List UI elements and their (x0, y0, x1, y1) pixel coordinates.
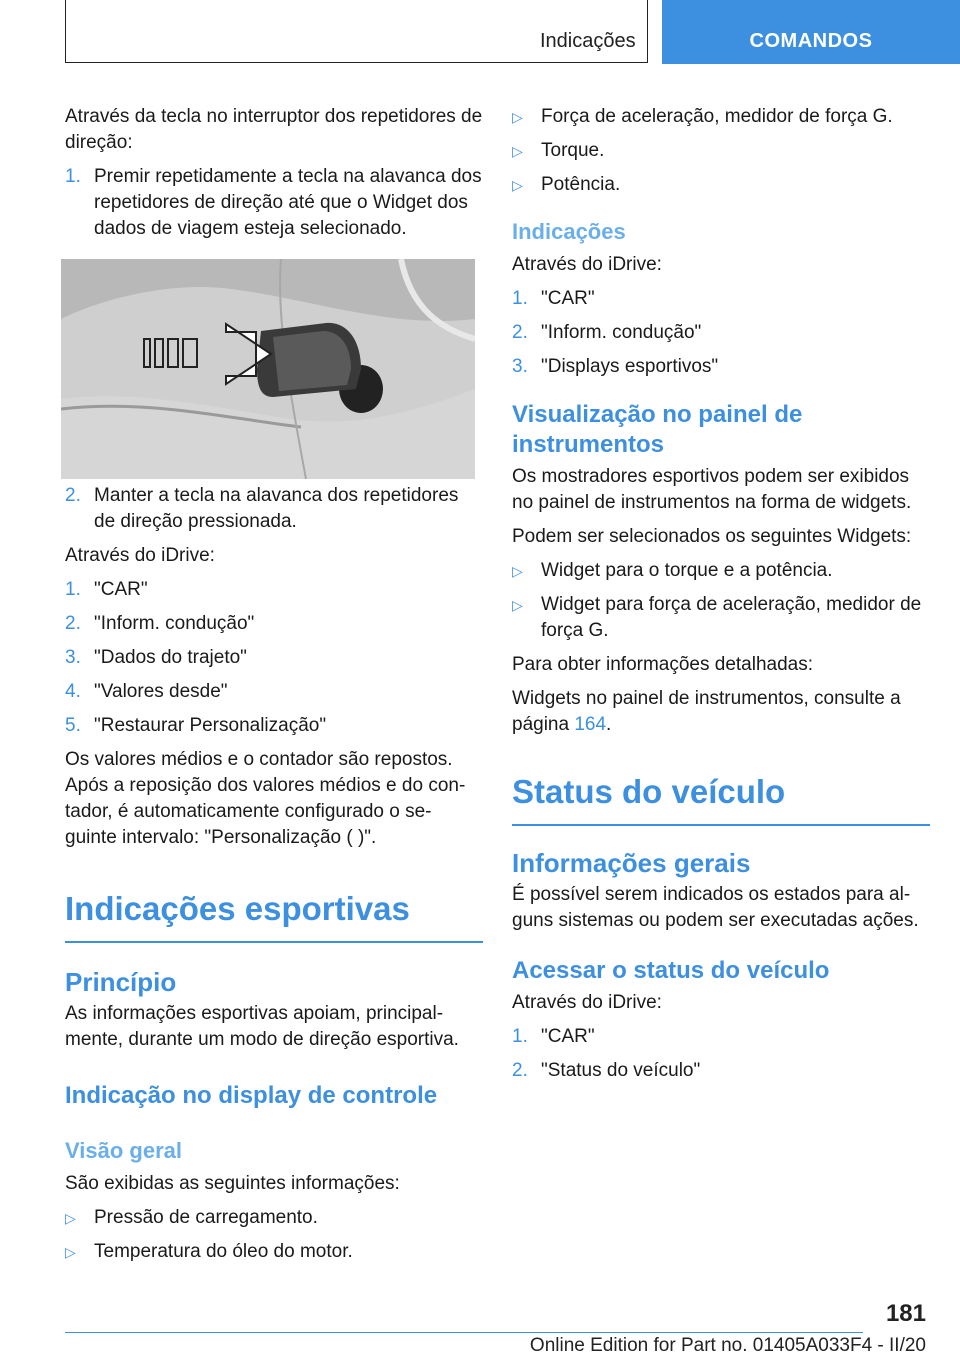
triangle-bullet-icon: ▷ (65, 1244, 76, 1260)
step-text: "Inform. condução" (94, 613, 255, 634)
info-bullets (65, 1205, 483, 1265)
list-item (65, 679, 483, 705)
list-item (512, 558, 930, 584)
reset-text: Os valores médios e o contador são repostos. Após a reposição dos valores médios e do con‐ tador, é automaticamente configurado o se‐ guinte intervalo: "Personalização ( )". (65, 749, 466, 848)
bullet-text: Widget para força de aceleração, medidor de força G. (541, 594, 922, 641)
status-menu-list (512, 1024, 930, 1084)
subheading-visualizacao: Visualização no painel de instrumentos (512, 401, 803, 458)
step-text: "CAR" (541, 1026, 595, 1047)
section-heading: Indicações esportivas (65, 890, 410, 927)
subheading-indicacoes: Indicações (512, 219, 626, 244)
idrive-text: Através do iDrive: (512, 254, 662, 275)
step-text: "Restaurar Personalização" (94, 715, 327, 736)
step-text: Manter a tecla na alavanca dos repetidores de direção pressionada. (94, 485, 459, 532)
step-number: 2. (65, 613, 81, 634)
step-number: 3. (512, 356, 528, 377)
bullet-text: Torque. (541, 140, 605, 161)
subheading-acessar: Acessar o status do veículo (512, 957, 830, 984)
bullet-text: Widget para o torque e a potência. (541, 560, 833, 581)
principio-text: As informações esportivas apoiam, principal‐ mente, durante um modo de direção esportiva. (65, 1003, 459, 1050)
subheading-display: Indicação no display de controle (65, 1082, 438, 1109)
visao-text: São exibidas as seguintes informações: (65, 1173, 400, 1194)
triangle-bullet-icon: ▷ (512, 143, 523, 159)
reference-text: Widgets no painel de instrumentos, consulte a página (512, 688, 901, 735)
triangle-bullet-icon: ▷ (512, 177, 523, 193)
idrive-text: Através do iDrive: (65, 545, 215, 566)
triangle-bullet-icon: ▷ (65, 1210, 76, 1226)
triangle-bullet-icon: ▷ (512, 109, 523, 125)
list-item (65, 645, 483, 671)
list-item (512, 172, 930, 198)
section-heading: Status do veículo (512, 773, 786, 810)
step-text: Premir repetidamente a tecla na alavanca dos repetidores de direção até que o Widget dos dados de viagem esteja selecionado. (94, 166, 482, 239)
triangle-bullet-icon: ▷ (512, 597, 523, 613)
intro-text: Através da tecla no interruptor dos repetidores de direção: (65, 106, 483, 153)
visual-text: Os mostradores esportivos podem ser exibidos no painel de instrumentos na forma de widgets. (512, 466, 912, 513)
subheading-principio: Princípio (65, 967, 177, 997)
list-item (65, 713, 483, 739)
bullet-text: Potência. (541, 174, 621, 195)
step-number: 1. (65, 166, 81, 187)
step-number: 2. (512, 1060, 528, 1081)
widgets-reference (512, 686, 930, 738)
list-item (512, 1058, 930, 1084)
step-number: 3. (65, 647, 81, 668)
step-text: "Valores desde" (94, 681, 228, 702)
step-number: 1. (512, 1026, 528, 1047)
list-item (65, 164, 483, 242)
step-text: "Inform. condução" (541, 322, 702, 343)
subheading-visao: Visão geral (65, 1138, 182, 1163)
bullet-text: Força de aceleração, medidor de força G. (541, 106, 893, 127)
list-item (512, 320, 930, 346)
subheading-informacoes: Informações gerais (512, 848, 751, 878)
footer-edition: Online Edition for Part no. 01405A033F4 - II/20 (529, 1335, 926, 1356)
list-item (512, 354, 930, 380)
widget-bullets (512, 558, 930, 644)
info-bullets-continued (512, 104, 930, 198)
list-item (65, 1239, 483, 1265)
step-number: 1. (512, 288, 528, 309)
step-text: "Displays esportivos" (541, 356, 719, 377)
list-item (65, 1205, 483, 1231)
select-text: Podem ser selecionados os seguintes Widgets: (512, 526, 912, 547)
step-number: 1. (65, 579, 81, 600)
step-number: 2. (65, 485, 81, 506)
detail-text: Para obter informações detalhadas: (512, 654, 814, 675)
step-text: "CAR" (94, 579, 148, 600)
header-chapter-tab[interactable]: COMANDOS (662, 0, 960, 64)
bullet-text: Temperatura do óleo do motor. (94, 1241, 353, 1262)
list-item (512, 104, 930, 130)
step-number: 5. (65, 715, 81, 736)
reference-end: . (606, 714, 612, 735)
steps-list-1 (65, 164, 483, 242)
idrive-menu-list (512, 286, 930, 380)
step-number: 2. (512, 322, 528, 343)
list-item (65, 483, 483, 535)
step-number: 4. (65, 681, 81, 702)
list-item (65, 577, 483, 603)
step-text: "CAR" (541, 288, 595, 309)
bullet-text: Pressão de carregamento. (94, 1207, 318, 1228)
step-text: "Dados do trajeto" (94, 647, 247, 668)
turn-signal-lever-illustration (61, 259, 475, 479)
list-item (512, 1024, 930, 1050)
list-item (512, 592, 930, 644)
list-item (512, 138, 930, 164)
footer-rule (65, 1332, 863, 1333)
triangle-bullet-icon: ▷ (512, 563, 523, 579)
list-item (65, 611, 483, 637)
step-text: "Status do veículo" (541, 1060, 701, 1081)
page-number: 181 (885, 1300, 926, 1327)
list-item (512, 286, 930, 312)
steps-list-2 (65, 483, 483, 535)
info-text: É possível serem indicados os estados para al‐ guns sistemas ou podem ser executadas ações. (512, 884, 919, 931)
page-link[interactable]: 164 (574, 714, 607, 735)
right-column (512, 104, 930, 1092)
header-section-title: Indicações (540, 30, 636, 52)
idrive-text: Através do iDrive: (512, 992, 662, 1013)
idrive-menu-list (65, 577, 483, 739)
